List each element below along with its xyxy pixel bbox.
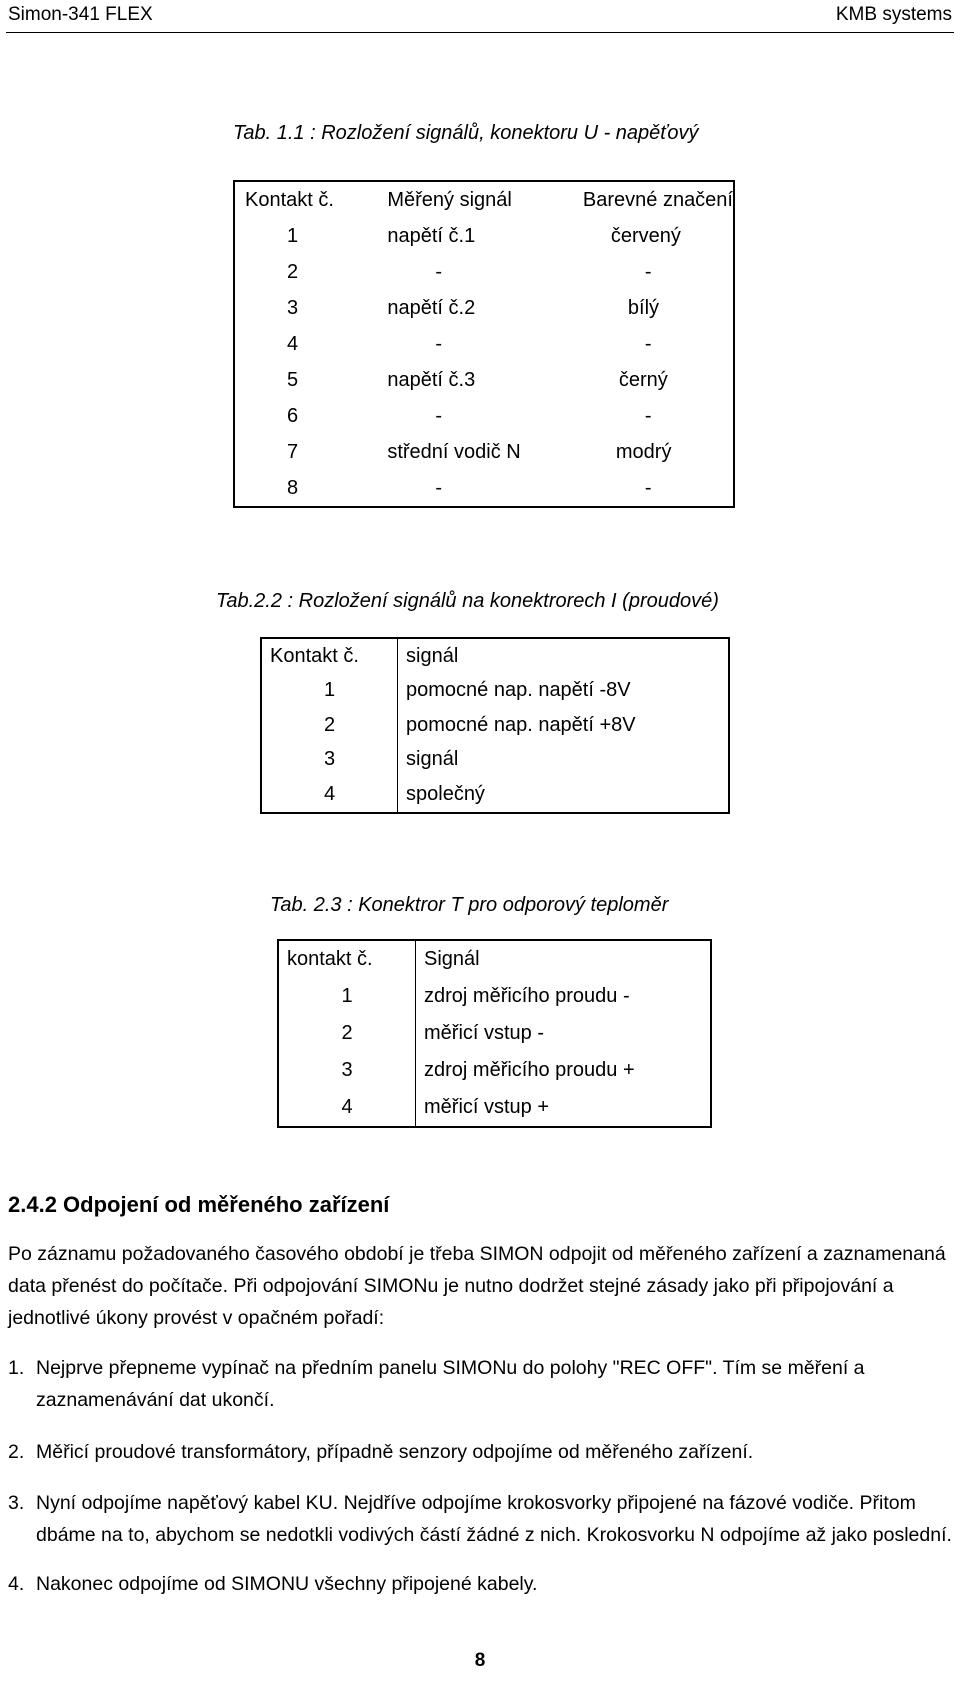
table-cell: společný: [406, 782, 485, 805]
table-cell: 2: [261, 708, 398, 743]
table-cell: 4: [261, 777, 398, 813]
table-cell: -: [644, 476, 652, 499]
table-cell: 7: [287, 440, 299, 463]
section-intro-paragraph: Po záznamu požadovaného časového období je třeba SIMON odpojit od měřeného zařízení a zaznamenaná data přenést do počítače. Při odpojování SIMONu je nutno dodržet stejné zásady jako při připojování a jednotlivé úkony provést v opačném pořadí:: [8, 1243, 946, 1329]
header-company: KMB systems: [835, 4, 952, 25]
table-row: [234, 254, 734, 290]
list-item: [8, 1568, 952, 1600]
table1-voltage-connector: [233, 180, 735, 508]
table-cell: pomocné nap. napětí +8V: [406, 713, 636, 736]
table2-current-connectors: [260, 637, 730, 814]
table-cell: 1: [261, 674, 398, 709]
table-row: [261, 674, 729, 709]
table-row: [278, 1015, 711, 1052]
table-header-row: [234, 181, 734, 218]
list-item-number: 3.: [8, 1492, 25, 1514]
table-header-cell: signál: [406, 644, 459, 667]
table-cell: 6: [287, 404, 299, 427]
table-cell: zdroj měřicího proudu +: [424, 1059, 635, 1081]
table-cell: 5: [287, 368, 299, 391]
table3-caption: Tab. 2.3 : Konektror T pro odporový teploměr: [270, 894, 669, 916]
list-item: [8, 1487, 952, 1551]
table-cell: 4: [287, 332, 299, 355]
list-item-number: 1.: [8, 1357, 25, 1379]
list-item: [8, 1352, 952, 1416]
list-item-text: Nakonec odpojíme od SIMONU všechny připojené kabely.: [36, 1573, 538, 1595]
table-cell: 3: [278, 1052, 416, 1089]
list-item-number: 2.: [8, 1441, 25, 1463]
header-rule: [6, 32, 954, 33]
table-cell: 4: [278, 1089, 416, 1127]
table-cell: 3: [261, 743, 398, 778]
table3-thermometer-connector: [277, 939, 712, 1128]
table-cell: signál: [406, 748, 459, 771]
table-cell: 3: [287, 296, 299, 319]
table-cell: napětí č.2: [387, 296, 476, 319]
header-doc-title: Simon-341 FLEX: [8, 4, 153, 25]
table-cell: 1: [278, 978, 416, 1015]
table-cell: 2: [287, 260, 299, 283]
table-cell: -: [435, 404, 443, 427]
table-row: [234, 290, 734, 326]
table-header-row: [278, 940, 711, 978]
list-item-text: Nejprve přepneme vypínač na předním panelu SIMONu do polohy "REC OFF". Tím se měření a zaznamenávání dat ukončí.: [36, 1357, 865, 1411]
table-cell: -: [435, 476, 443, 499]
table-cell: střední vodič N: [387, 440, 521, 463]
table-row: [278, 978, 711, 1015]
table-row: [234, 218, 734, 254]
list-item: [8, 1436, 952, 1468]
table-row: [234, 326, 734, 362]
table-cell: modrý: [615, 440, 672, 463]
table2-caption: Tab.2.2 : Rozložení signálů na konektrorech I (proudové): [216, 590, 719, 612]
table-cell: -: [435, 332, 443, 355]
table-row: [261, 777, 729, 813]
table-header-cell: Měřený signál: [387, 188, 512, 211]
table-cell: měřicí vstup +: [424, 1096, 550, 1118]
table-cell: černý: [618, 368, 668, 391]
table-row: [234, 398, 734, 434]
table-row: [278, 1052, 711, 1089]
table-cell: -: [435, 260, 443, 283]
table-header-cell: kontakt č.: [278, 940, 416, 978]
table-row: [278, 1089, 711, 1127]
table-cell: červený: [610, 224, 681, 247]
table-cell: napětí č.1: [387, 224, 476, 247]
table-cell: -: [644, 404, 652, 427]
table-cell: 2: [278, 1015, 416, 1052]
section-heading: 2.4.2 Odpojení od měřeného zařízení: [8, 1192, 390, 1217]
table-row: [234, 434, 734, 470]
table-cell: -: [644, 260, 652, 283]
table-cell: 8: [287, 476, 299, 499]
table-cell: zdroj měřicího proudu -: [424, 985, 630, 1007]
table-cell: napětí č.3: [387, 368, 476, 391]
list-item-text: Nyní odpojíme napěťový kabel KU. Nejdříve odpojíme krokosvorky připojené na fázové vodiče. Přitom dbáme na to, abychom se nedotkli vodivých částí žádné z nich. Krokosvorku N odpojíme až jako poslední.: [36, 1492, 952, 1546]
table-cell: měřicí vstup -: [424, 1022, 545, 1044]
list-item-number: 4.: [8, 1573, 25, 1595]
table-header-cell: Kontakt č.: [245, 188, 334, 211]
table-row: [234, 362, 734, 398]
table-row: [261, 708, 729, 743]
table-header-cell: Signál: [424, 948, 480, 970]
table-header-cell: Barevné značení: [582, 188, 733, 211]
table-cell: 1: [287, 224, 299, 247]
table-cell: bílý: [627, 296, 660, 319]
table-header-cell: Kontakt č.: [261, 638, 398, 674]
table-cell: pomocné nap. napětí -8V: [406, 679, 631, 702]
table-header-row: [261, 638, 729, 674]
table-row: [234, 470, 734, 507]
table-row: [261, 743, 729, 778]
list-item-text: Měřicí proudové transformátory, případně senzory odpojíme od měřeného zařízení.: [36, 1441, 754, 1463]
table-cell: -: [644, 332, 652, 355]
table1-caption: Tab. 1.1 : Rozložení signálů, konektoru U - napěťový: [233, 122, 699, 144]
page-number: 8: [474, 1650, 486, 1671]
